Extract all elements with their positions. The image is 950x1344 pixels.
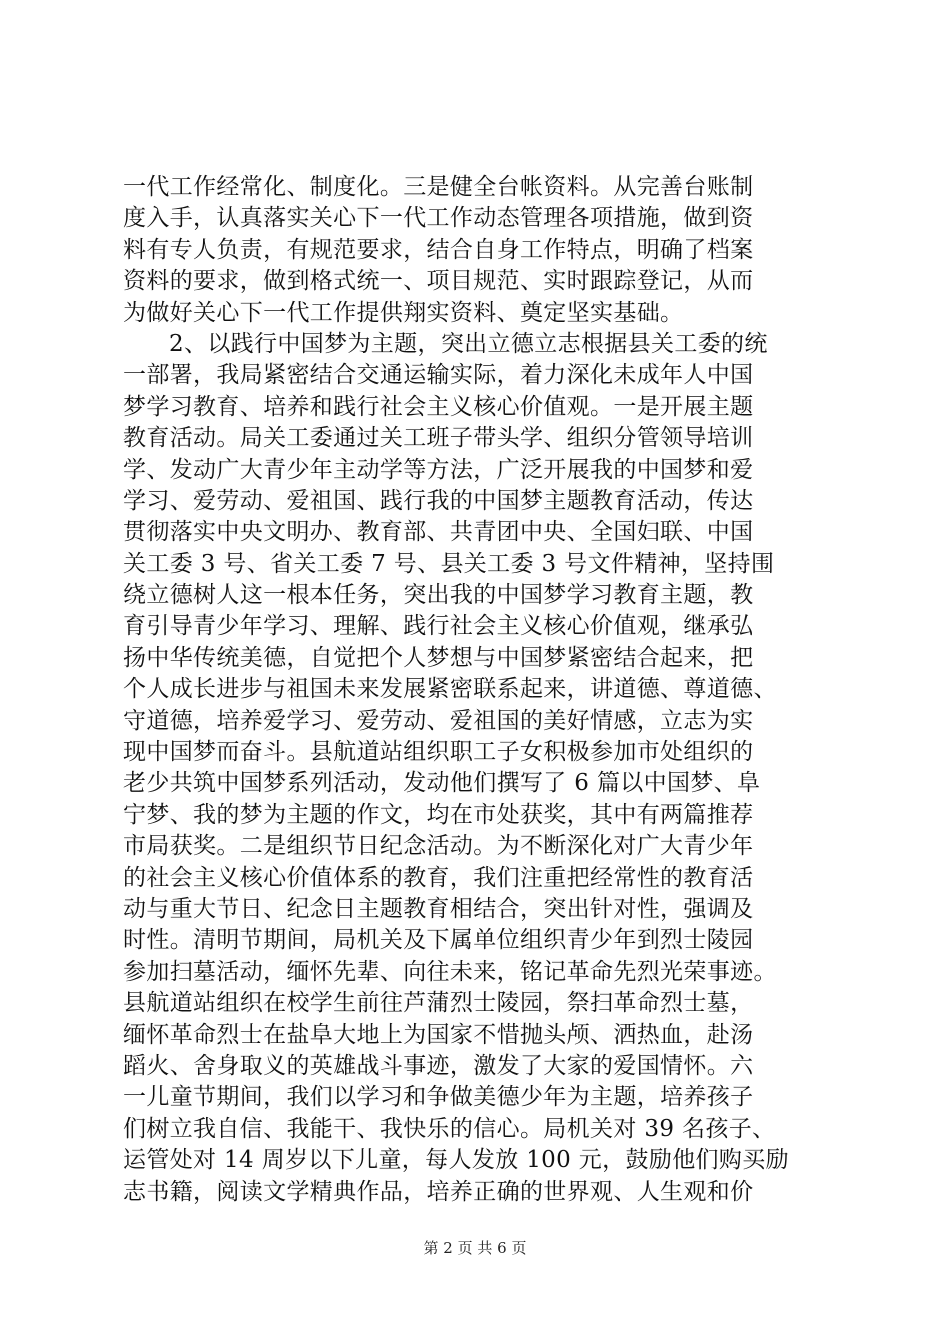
text-line: 一儿童节期间，我们以学习和争做美德少年为主题，培养孩子 bbox=[123, 1084, 754, 1111]
text-line: 市局获奖。二是组织节日纪念活动。为不断深化对广大青少年 bbox=[123, 833, 754, 860]
text-line: 梦学习教育、培养和践行社会主义核心价值观。一是开展主题 bbox=[123, 393, 754, 420]
text-line: 扬中华传统美德，自觉把个人梦想与中国梦紧密结合起来，把 bbox=[123, 644, 754, 671]
text-line: 度入手，认真落实关心下一代工作动态管理各项措施，做到资 bbox=[123, 205, 754, 232]
text-line: 的社会主义核心价值体系的教育，我们注重把经常性的教育活 bbox=[123, 864, 754, 891]
text-line: 志书籍，阅读文学精典作品，培养正确的世界观、人生观和价 bbox=[123, 1178, 754, 1205]
text-line: 县航道站组织在校学生前往芦蒲烈士陵园，祭扫革命烈士墓， bbox=[123, 990, 754, 1017]
text-line: 参加扫墓活动，缅怀先辈、向往未来，铭记革命先烈光荣事迹。 bbox=[123, 958, 777, 985]
text-line: 时性。清明节期间，局机关及下属单位组织青少年到烈士陵园 bbox=[123, 927, 754, 954]
text-line: 学习、爱劳动、爱祖国、践行我的中国梦主题教育活动，传达 bbox=[123, 487, 754, 514]
text-line: 动与重大节日、纪念日主题教育相结合，突出针对性，强调及 bbox=[123, 895, 754, 922]
body-text bbox=[123, 172, 841, 1208]
text-line: 贯彻落实中央文明办、教育部、共青团中央、全国妇联、中国 bbox=[123, 519, 754, 546]
text-line: 们树立我自信、我能干、我快乐的信心。局机关对 39 名孩子、 bbox=[123, 1115, 776, 1142]
text-line: 宁梦、我的梦为主题的作文，均在市处获奖，其中有两篇推荐 bbox=[123, 801, 754, 828]
page-number-footer: 第 2 页 共 6 页 bbox=[423, 1239, 527, 1257]
text-line: 资料的要求，做到格式统一、项目规范、实时跟踪登记，从而 bbox=[123, 268, 754, 295]
text-line: 一部署，我局紧密结合交通运输实际，着力深化未成年人中国 bbox=[123, 362, 754, 389]
text-line: 为做好关心下一代工作提供翔实资料、奠定坚实基础。 bbox=[123, 299, 684, 326]
paragraph-start-line: 2、以践行中国梦为主题，突出立德立志根据县关工委的统 bbox=[169, 330, 768, 357]
text-line: 缅怀革命烈士在盐阜大地上为国家不惜抛头颅、洒热血，赴汤 bbox=[123, 1021, 754, 1048]
text-line: 运管处对 14 周岁以下儿童，每人发放 100 元，鼓励他们购买励 bbox=[123, 1147, 789, 1174]
text-line: 料有专人负责，有规范要求，结合自身工作特点，明确了档案 bbox=[123, 236, 754, 263]
text-line: 个人成长进步与祖国未来发展紧密联系起来，讲道德、尊道德、 bbox=[123, 676, 777, 703]
text-line: 守道德，培养爱学习、爱劳动、爱祖国的美好情感，立志为实 bbox=[123, 707, 754, 734]
text-line: 关工委 3 号、省关工委 7 号、县关工委 3 号文件精神，坚持围 bbox=[123, 550, 775, 577]
text-line: 一代工作经常化、制度化。三是健全台帐资料。从完善台账制 bbox=[123, 174, 754, 200]
text-line: 教育活动。局关工委通过关工班子带头学、组织分管领导培训 bbox=[123, 425, 754, 452]
text-line: 学、发动广大青少年主动学等方法，广泛开展我的中国梦和爱 bbox=[123, 456, 754, 483]
text-line: 蹈火、舍身取义的英雄战斗事迹，激发了大家的爱国情怀。六 bbox=[123, 1052, 754, 1079]
text-line: 老少共筑中国梦系列活动，发动他们撰写了 6 篇以中国梦、阜 bbox=[123, 770, 761, 797]
text-line: 绕立德树人这一根本任务，突出我的中国梦学习教育主题，教 bbox=[123, 582, 754, 609]
text-line: 育引导青少年学习、理解、践行社会主义核心价值观，继承弘 bbox=[123, 613, 754, 640]
text-line: 现中国梦而奋斗。县航道站组织职工子女积极参加市处组织的 bbox=[123, 739, 754, 766]
